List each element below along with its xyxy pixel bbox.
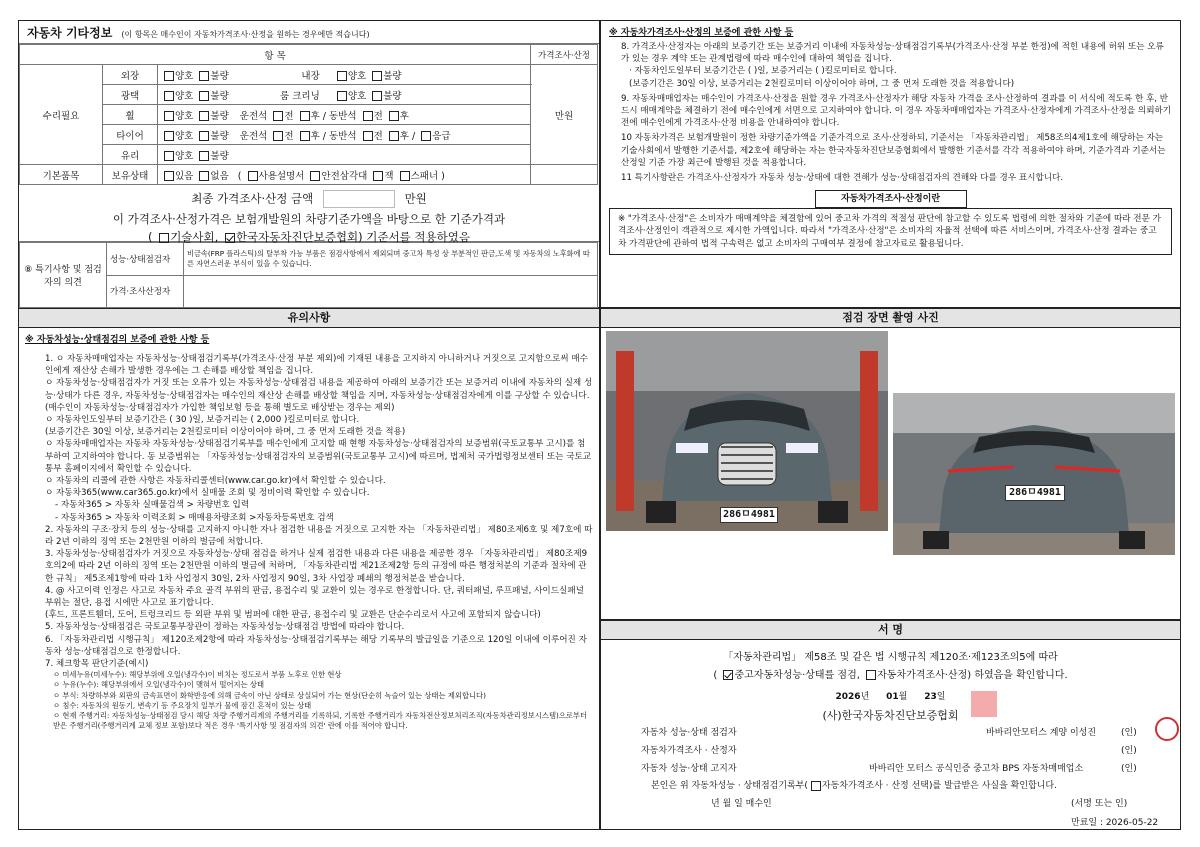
col-price-header: 가격조사·산정	[531, 45, 598, 65]
rear-license-plate: 286ㅁ4981	[1005, 485, 1065, 501]
checkbox-tech-society[interactable]	[159, 233, 169, 243]
notes-section	[18, 308, 600, 830]
date-day-label: 일	[936, 692, 946, 702]
photos-section	[600, 308, 1181, 620]
warranty-p9: 9. 자동차매매업자는 매수인이 가격조사·산정을 원할 경우 가격조사·산정자가 해당 자동차 가격을 조사·산정하여 결과를 이 서식에 적도록 한 후, 반드시 매매계약을 체결하기 전에 매수인에게 서면으로 고지하여야 합니다. 이 경우 자동차매매업자는 가격조사·산정자에게 가격조사·산정을 의뢰하기 전에 매수인에게 가격조사·산정 비용을 안내하여야 합니다.	[621, 93, 1172, 129]
row-interior-label: 내장	[301, 70, 320, 82]
label-good: 양호	[175, 110, 194, 122]
date-month-label: 월	[898, 692, 908, 702]
front-car-icon	[606, 331, 888, 531]
notes-body	[19, 328, 599, 736]
notes-list	[25, 353, 593, 670]
note-1i: - 자동차365 > 자동차 이력조회 > 매매용차량조회 >자동차등록번호 검색	[55, 512, 334, 523]
checkbox-gloss-bad[interactable]	[199, 91, 209, 101]
basis-opt1: 기술사회,	[170, 230, 219, 244]
special-price-label: 가격·조사산정자	[107, 275, 184, 308]
signature-section	[600, 620, 1181, 830]
row-room-clean-label: 룸 크리닝	[280, 90, 320, 102]
note-7-list	[25, 670, 593, 731]
label-front: 전	[373, 130, 383, 142]
note-1e: ㅇ 자동차매매업자는 자동차 자동차성능·상태점검기록부를 매수인에게 고지할 때 현행 자동차성능·상태점검자의 보증범위(국토교통부 고시)를 첨부하여 고지하여야 합니다. 동 보증범위는 「자동차성능·상태점검자의 보증범위(국토교통부 고시)에 따르며, 법제처 국가법령정보센터 또는 국토교통부 홈페이지에서 확인할 수 있습니다.	[45, 439, 592, 474]
note-7c: ㅇ 부식: 차량하부와 외판의 금속표면이 화학반응에 의해 금속이 아닌 상태로 상실되어 가는 현상(단순히 녹슬어 있는 상태는 제외합니다)	[53, 690, 486, 700]
price-warranty-section	[600, 20, 1181, 308]
date-month: 01	[886, 692, 899, 702]
checkbox-wheel-pass-rear[interactable]	[389, 111, 399, 121]
label-good: 양호	[175, 70, 194, 82]
date-year: 2026	[835, 692, 861, 702]
notifier-seal: (인)	[1121, 764, 1137, 774]
confirm-line	[651, 778, 1057, 791]
checkbox-wheel-driver-rear[interactable]	[300, 111, 310, 121]
other-info-subtitle: (이 항목은 매수인이 자동차가격조사·산정을 원하는 경우에만 적습니다)	[121, 30, 370, 39]
label-rear: 후	[399, 110, 409, 122]
checkbox-wheel-good[interactable]	[164, 111, 174, 121]
label-none: 없음	[210, 170, 229, 182]
note-1d: (보증기간은 30일 이상, 보증거리는 2천킬로미터 이상이어야 하며, 그 중 먼저 도래한 것을 적용)	[45, 427, 406, 438]
buyer-sign: (서명 또는 인)	[1071, 799, 1128, 809]
inspector-seal-icon	[1155, 717, 1179, 741]
checkbox-exterior-good[interactable]	[164, 71, 174, 81]
note-3: 3. 자동차성능·상태점검자가 거짓으로 자동차성능·상태 점검을 하거나 실제 점검한 내용과 다른 내용을 제공한 경우 「자동차관리법」 제80조제9호의2에 따라 2년 이하의 징역 또는 2천만원 이하의 벌금에 처하며, 「자동차관리법 제21조제2항 등의 규정에 따른 행정처분의 기준과 절차에 관한 규칙」 제5조제1항에 따라 1차 사업정지 30일, 2차 사업정지 90일, 3차 사업장 폐쇄의 행정처분을 받습니다.	[45, 549, 588, 584]
inspector-seal: (인)	[1121, 728, 1137, 738]
group-basic-label: 기본품목	[20, 165, 103, 185]
note-7d: ㅇ 침수: 자동차의 원동기, 변속기 등 주요장치 일부가 물에 잠긴 흔적이 있는 상태	[53, 700, 312, 710]
row-gloss-options	[158, 85, 531, 105]
row-holding-label: 보유상태	[103, 165, 158, 185]
photos-header: 점검 장면 촬영 사진	[601, 309, 1180, 328]
checkbox-jack[interactable]	[373, 171, 383, 181]
signature-org: (사)한국자동차진단보증협회	[822, 709, 959, 722]
signature-law-line: 「자동차관리법」 제58조 및 같은 법 시행규칙 제120조·제123조의5에 따라	[723, 652, 1058, 663]
checkbox-kadia[interactable]	[225, 233, 235, 243]
label-rear: 후	[310, 110, 320, 122]
notifier-label: 자동차 성능·상태 고지자	[641, 764, 737, 774]
note-7: 7. 체크항목 판단기준(예시)	[45, 659, 149, 670]
other-info-section	[18, 20, 600, 308]
inspector-label: 자동차 성능·상태 점검자	[641, 728, 737, 738]
checkbox-room-bad[interactable]	[372, 91, 382, 101]
basis-opt2: 한국자동차진단보증협회) 기준서를 적용하였음	[235, 230, 470, 244]
checkbox-confirm-price[interactable]	[811, 781, 821, 791]
checkbox-tire-pass-front[interactable]	[363, 131, 373, 141]
label-spanner: 스패너	[410, 170, 439, 182]
rear-car-icon	[893, 393, 1175, 555]
label-emergency: 응급	[432, 130, 451, 142]
note-1g: ㅇ 자동차365(www.car365.go.kr)에서 실매물 조회 및 정비이력 확인할 수 있습니다.	[45, 488, 370, 499]
basic-price-cell	[531, 165, 598, 185]
checkbox-performance-check[interactable]	[723, 670, 733, 680]
special-notes-table	[19, 242, 598, 308]
buyer-row: 년 월 일 매수인	[711, 799, 772, 809]
other-info-title-bar	[19, 21, 599, 44]
checkbox-tire-good[interactable]	[164, 131, 174, 141]
date-year-label: 년	[860, 692, 870, 702]
warranty-p10: 10 자동차가격은 보험개발원이 정한 차량기준가액을 기준가격으로 조사·산정하되, 기준서는 「자동차관리법」 제58조의4제1호에 해당하는 자는 기술사회에서 발행한 기준서를, 제2호에 해당하는 자는 한국자동차진단보증협회에서 발행한 기준서를 각각 적용하여야 하며, 기준가격과 기준서는 산정일 기준 가장 최근에 발행된 것을 적용합니다.	[621, 133, 1166, 168]
label-driver: 운전석	[239, 110, 268, 122]
row-holding-options: 있음 없음 ( 사용설명서 안전삼각대 잭 스패너 )	[158, 165, 531, 185]
label-manual: 사용설명서	[258, 170, 305, 182]
note-6: 6. 「자동차관리법 시행규칙」 제120조제2항에 따라 자동차성능·상태점검기록부는 해당 기록부의 발급일을 기준으로 120일 이내에 이루어진 자동차 성능·상태점검으로 한정합니다.	[45, 634, 587, 657]
checkbox-tire-emergency[interactable]	[421, 131, 431, 141]
row-glass-label: 유리	[103, 145, 158, 165]
special-price-text	[184, 275, 598, 308]
signature-opt1: 중고자동차성능·상태를 점검,	[734, 670, 860, 681]
label-good: 양호	[347, 90, 367, 102]
label-front: 전	[373, 110, 383, 122]
note-7b: ㅇ 누유(누수): 해당부위에서 오일(냉각수)이 맺혀서 떨어지는 상태	[53, 680, 265, 690]
confirm-line-part2: 자동차가격조사 · 산정 선택)를 발급받은 사실을 확인합니다.	[821, 781, 1057, 791]
label-good: 양호	[175, 150, 194, 162]
note-5: 5. 자동차성능·상태점검은 국토교통부장관이 정하는 자동차성능·상태점검 방법에 따라야 합니다.	[45, 622, 405, 633]
label-bad: 불량	[383, 90, 402, 102]
checkbox-tire-driver-front[interactable]	[273, 131, 283, 141]
checkbox-tire-pass-rear[interactable]	[389, 131, 399, 141]
note-1f: ㅇ 자동차의 리콜에 관한 사항은 자동차리콜센터(www.car.go.kr)에서 확인할 수 있습니다.	[45, 476, 386, 487]
row-exterior-label: 외장	[103, 65, 158, 85]
checkbox-triangle[interactable]	[310, 171, 320, 181]
label-bad: 불량	[210, 150, 229, 162]
pricer-label: 자동차가격조사 · 산정자	[641, 746, 737, 756]
row-tire-options: 양호 불량 운전석 전 후 / 동반석 전 후 / 응급	[158, 125, 531, 145]
other-info-table	[19, 44, 598, 185]
checkbox-interior-good[interactable]	[337, 71, 347, 81]
checkbox-holding-none[interactable]	[199, 171, 209, 181]
checkbox-wheel-pass-front[interactable]	[363, 111, 373, 121]
checkbox-wheel-driver-front[interactable]	[273, 111, 283, 121]
note-4: 4. @ 사고이력 인정은 사고로 자동차 주요 골격 부위의 판금, 용접수리 및 교환이 있는 경우로 한정합니다. 단, 쿼터패널, 루프패널, 사이드실패널 부위는 절단, 용접 시에만 사고로 표기합니다.	[45, 585, 584, 609]
checkbox-tire-bad[interactable]	[199, 131, 209, 141]
confirm-line-part1: 본인은 위 자동차성능 · 상태점검기록부(	[651, 781, 808, 791]
note-7a: ㅇ 미세누유(미세누수): 해당부위에 오일(냉각수)이 비치는 정도로서 부품 노후로 인한 현상	[53, 670, 342, 680]
repair-price-unit: 만원	[531, 65, 598, 165]
label-rear: 후	[399, 130, 409, 142]
warranty-p11: 11 특기사항란은 가격조사·산정자가 자동차 성능·상태에 대한 견해가 성능·상태점검자의 견해와 다를 경우 표시합니다.	[621, 173, 1064, 184]
group-repair-label: 수리필요	[20, 65, 103, 165]
label-good: 양호	[175, 90, 194, 102]
front-car-photo	[606, 331, 888, 531]
warranty-p8b: · 자동차인도일부터 보증기간은 ( )일, 보증거리는 ( )킬로미터로 합니다.	[629, 66, 897, 77]
row-glass-options	[158, 145, 531, 165]
checkbox-gloss-good[interactable]	[164, 91, 174, 101]
checkbox-spanner[interactable]	[400, 171, 410, 181]
checkbox-exterior-bad[interactable]	[199, 71, 209, 81]
checkbox-glass-bad[interactable]	[199, 151, 209, 161]
signature-options: ( 중고자동차성능·상태를 점검, 자동차가격조사·산정) 하였음을 확인합니다.	[713, 670, 1068, 681]
price-definition-text: ※ "가격조사·산정"은 소비자가 매매계약을 체결함에 있어 중고차 가격의 적절성 판단에 참고할 수 있도록 법령에 의한 절차와 기준에 따라 전문 가격조사·산정인이 객관적으로 제시한 가액입니다. 따라서 "가격조사·산정"은 소비자의 자율적 선택에 따른 서비스이며, 가격조사·산정 결과는 중고차 가격판단에 관하여 법적 구속력은 없고 소비자의 구매여부 결정에 참고자료로 활용됩니다.	[609, 208, 1172, 255]
notifier-name: 바바리안 모터스 공식인증 중고차 BPS 자동차매매업소	[869, 764, 1084, 774]
special-perf-label: 성능·상태점검자	[107, 243, 184, 276]
checkbox-manual[interactable]	[248, 171, 258, 181]
checkbox-interior-bad[interactable]	[372, 71, 382, 81]
checkbox-wheel-bad[interactable]	[199, 111, 209, 121]
basis-line2: ( 기술사회, 한국자동차진단보증협회) 기준서를 적용하였음	[148, 230, 470, 244]
expiry-date: 만료일 : 2026-05-22	[1071, 818, 1159, 828]
label-jack: 잭	[384, 170, 394, 182]
label-passenger: / 동반석	[322, 130, 357, 142]
final-price-unit: 만원	[404, 191, 427, 206]
checkbox-tire-driver-rear[interactable]	[300, 131, 310, 141]
final-price-label: 최종 가격조사·산정 금액	[191, 191, 314, 206]
label-bad: 불량	[210, 70, 229, 82]
basis-line1: 이 가격조사·산정가격은 보험개발원의 차량기준가액을 바탕으로 한 기준가격과	[112, 212, 506, 226]
price-definition-title: 자동차가격조사·산정이란	[815, 190, 967, 208]
col-item-header: 항 목	[20, 45, 531, 65]
label-good: 양호	[175, 130, 194, 142]
rear-car-photo	[893, 393, 1175, 555]
label-front: 전	[284, 130, 294, 142]
row-gloss-label: 광택	[103, 85, 158, 105]
special-perf-text: 비금속(FRP 플라스틱)의 탈부착 가능 부품은 점검사항에서 제외되며 중고차 특성 상 부분적인 판금,도색 및 자동차의 노후화에 따른 자연스러운 부식이 있을 수 있습니다.	[184, 243, 598, 276]
special-notes-label: ⑧ 특기사항 및 점검자의 의견	[20, 243, 107, 308]
notes-title: ※ 자동차성능·상태점검의 보증에 관한 사항 등	[25, 335, 210, 345]
label-triangle: 안전삼각대	[321, 170, 368, 182]
org-stamp-icon	[971, 691, 997, 717]
note-2: 2. 자동차의 구조·장치 등의 성능·상태를 고지하지 아니한 자나 점검한 내용을 거짓으로 고지한 자는 「자동차관리법」 제80조제6호 및 제7호에 따라 2년 이하의 징역 또는 2천만원 이하의 벌금에 처합니다.	[45, 524, 593, 548]
label-have: 있음	[175, 170, 194, 182]
final-price-area	[19, 185, 599, 242]
price-warranty-body	[609, 41, 1172, 184]
checkbox-room-good[interactable]	[337, 91, 347, 101]
notes-header: 유의사항	[19, 309, 599, 328]
warranty-p8: 8. 가격조사·산정자는 아래의 보증기간 또는 보증거리 이내에 자동차성능·상태점검기록부(가격조사·산정 부분 한정)에 적힌 내용에 허위 또는 오류가 있는 경우 계약 또는 관계법령에 따라 매수인에 대하여 책임을 집니다.	[621, 42, 1164, 65]
checkbox-holding-have[interactable]	[164, 171, 174, 181]
checkbox-glass-good[interactable]	[164, 151, 174, 161]
price-warranty-title: ※ 자동차가격조사·산정의 보증에 관한 사항 등	[609, 28, 794, 38]
label-bad: 불량	[210, 90, 229, 102]
label-front: 전	[284, 110, 294, 122]
front-license-plate: 286ㅁ4981	[720, 507, 778, 523]
note-7e: ㅇ 현재 주행거리: 자동차성능·상태점검 당시 해당 차량 주행거리계의 주행거리를 기록하되, 기록한 주행거리가 자동차전산정보처리조직(자동차관리정보시스템)으로부터 받은 주행거리(주행거리계 교체 정보 포함)보다 적은 경우 '특기사항 및 점검자의 의견' 란에 이를 적어야 합니다.	[53, 711, 588, 731]
label-good: 양호	[347, 70, 367, 82]
note-1a: 1. ㅇ 자동차매매업자는 자동차성능·상태점검기록부(가격조사·산정 부분 제외)에 기재된 내용을 고지하지 아니하거나 거짓으로 고지함으로써 매수인에게 재산상 손해가 발생한 경우에는 그 손해를 배상할 책임을 집니다.	[45, 354, 588, 377]
row-wheel-label: 휠	[103, 105, 158, 125]
label-bad: 불량	[210, 130, 229, 142]
other-info-title: 자동차 기타정보	[27, 26, 113, 40]
final-price-input[interactable]	[323, 190, 395, 208]
checkbox-price-check[interactable]	[866, 670, 876, 680]
date-day: 23	[924, 692, 937, 702]
signature-date	[601, 689, 1180, 702]
note-1h: - 자동차365 > 자동차 실매물검색 > 차량번호 입력	[55, 500, 250, 511]
label-bad: 불량	[210, 110, 229, 122]
inspector-name: 바바리안모터스 계양 이성진	[986, 728, 1097, 738]
row-tire-label: 타이어	[103, 125, 158, 145]
note-4b: (후드, 프론트휀더, 도어, 트렁크리드 등 외판 부위 및 범퍼에 대한 판금, 용접수리 및 교환은 단순수리로서 사고에 포함되지 않습니다)	[45, 610, 541, 621]
label-rear: 후	[310, 130, 320, 142]
row-exterior-options	[158, 65, 531, 85]
row-wheel-options	[158, 105, 531, 125]
signature-header: 서 명	[601, 621, 1180, 640]
signature-opt2: 자동차가격조사·산정) 하였음을 확인합니다.	[877, 670, 1068, 681]
label-bad: 불량	[383, 70, 402, 82]
label-driver: 운전석	[239, 130, 268, 142]
note-1c: ㅇ 자동차인도일부터 보증기간은 ( 30 )일, 보증거리는 ( 2,000 )킬로미터로 합니다.	[45, 415, 360, 426]
warranty-p8c: (보증기간은 30일 이상, 보증거리는 2천킬로미터 이상이어야 하며, 그 중 먼저 도래한 것을 적용합니다)	[629, 78, 1015, 89]
pricer-seal: (인)	[1121, 746, 1137, 756]
label-passenger: / 동반석	[322, 110, 357, 122]
note-1b: ㅇ 자동차성능·상태점검자가 거짓 또는 오류가 있는 자동차성능·상태점검 내용을 제공하여 아래의 보증기간 또는 보증거리 이내에 자동차의 실제 성능·상태가 다른 경우, 자동차성능·상태점검자는 매수인의 재산상 손해를 배상할 책임을 지며, 자동차성능·상태점검자에게 이를 구상할 수 있습니다.(매수인이 자동차성능·상태점검자가 가입한 책임보험 등을 통해 별도로 배상받는 경우는 제외)	[45, 378, 593, 413]
